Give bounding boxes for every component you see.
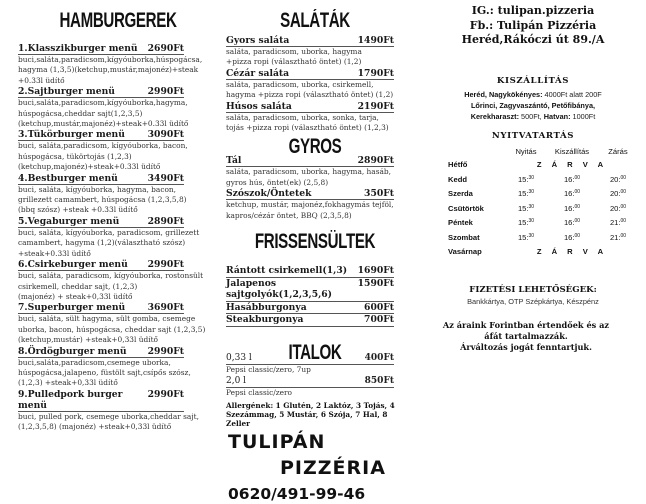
menu-item-price: 3090Ft — [147, 129, 184, 141]
middle-column — [226, 0, 404, 504]
hours-row — [448, 186, 638, 201]
time-minute: 30 — [528, 189, 535, 196]
menu-item-description: buci, pulled pork, csemege uborka,cheddar sajt, — [18, 411, 199, 421]
menu-item-description: grillezett camambert, húspogácsa (1,2,3,5,8) — [18, 195, 187, 205]
close-time — [598, 215, 638, 230]
close-time — [598, 230, 638, 245]
fried-item-name: Rántott csirkemell(1,3) — [226, 265, 348, 277]
closed-label: Z Á R V A — [536, 160, 608, 170]
menu-item-description: +0.33l üdítő — [18, 75, 65, 85]
menu-item-description: saláta, paradicsom, uborka, csirkemell, — [226, 79, 374, 89]
menu-item-description: buci, saláta,paradicsom, kígyóuborka, bacon, — [18, 141, 188, 151]
closed-label: Z Á R V A — [536, 247, 608, 257]
time-minute: 00 — [620, 174, 627, 181]
hours-title: NYITVATARTÁS — [491, 131, 575, 142]
close-time — [598, 186, 638, 201]
fried-item — [226, 278, 394, 302]
menu-item-description: buci, saláta, kígyóuborka, hagyma, bacon, — [18, 184, 177, 194]
menu-item-description: (majonéz) + steak+0,33l üdítő — [18, 291, 133, 301]
menu-item-description: kapros/cézár öntet, BBQ (2,3,5,8) — [226, 210, 352, 220]
menu-item-header — [18, 259, 184, 271]
contact-info — [420, 4, 646, 48]
menu-item-description: (ketchup,majonéz)+steak+0.33l üdítő — [18, 162, 161, 172]
instagram-handle: IG.: tulipan.pizzeria — [471, 4, 595, 17]
menu-item-header — [226, 101, 394, 113]
menu-item-price: 3690Ft — [147, 302, 184, 314]
time-hour: 15: — [517, 232, 529, 242]
menu-item-description: gyros hús, öntet(ek) (2,5,8) — [226, 177, 329, 187]
time-hour: 16: — [563, 203, 575, 213]
delivery-zone-1: Heréd, Nagykökényes: — [464, 89, 543, 99]
menu-item-header — [226, 188, 394, 200]
price-note-line-1: Az áraink Forintban értendőek és az — [442, 319, 610, 330]
menu-item-price: 350Ft — [364, 188, 394, 200]
menu-item — [226, 68, 404, 101]
menu-item-description: csirkemell, cheddar sajt, (1,2,3) — [18, 281, 138, 291]
fried-item — [226, 265, 394, 278]
close-time — [598, 172, 638, 187]
menu-item-description: camambert, hagyma (1,2)(választható szósz) — [18, 238, 186, 248]
time-hour: 21: — [609, 218, 621, 228]
menu-item-header — [18, 302, 184, 314]
menu-item — [18, 86, 218, 129]
hours-row — [448, 215, 638, 230]
menu-item-name: Gyors saláta — [226, 35, 290, 46]
drink-size: 0,33 l — [226, 353, 252, 364]
allergen-info — [226, 401, 404, 428]
fried-item — [226, 302, 394, 315]
address: Heréd,Rákóczi út 89./A — [461, 33, 605, 46]
delivery-price-4: 1000Ft — [570, 112, 596, 122]
menu-item — [18, 346, 218, 389]
menu-item-name: 1.Klasszikburger menü — [18, 43, 138, 54]
menu-item-description: (ketchup,mustár,majonéz)+steak+0.33l üdítő — [18, 119, 189, 129]
menu-item-name: Tál — [226, 155, 242, 167]
time-hour: 20: — [609, 189, 621, 199]
menu-item-description: ketchup, mustár, majonéz,fokhagymás tejföl, — [226, 200, 394, 210]
menu-item-header — [18, 129, 184, 141]
menu-item-description: saláta, paradicsom, uborka, hagyma, hasáb, — [226, 167, 391, 177]
fried-title: FRISSENSÜLTEK — [254, 230, 376, 254]
menu-item-price: 1490Ft — [357, 35, 394, 46]
menu-item — [18, 173, 218, 216]
fried-item-price: 1690Ft — [357, 265, 394, 277]
price-note-line-3: Árváltozás jogát fenntartjuk. — [460, 342, 592, 353]
menu-item — [18, 302, 218, 345]
time-minute: 00 — [620, 203, 627, 210]
salads-title: SALÁTÁK — [280, 9, 350, 32]
menu-item — [226, 188, 404, 221]
hours-row — [448, 157, 638, 172]
gyros-title: GYROS — [288, 135, 342, 159]
menu-item-price: 1790Ft — [357, 67, 394, 79]
menu-item-description: saláta, paradicsom, uborka, hagyma — [226, 47, 362, 56]
day-name: Kedd — [448, 174, 467, 184]
day-name: Szombat — [448, 232, 480, 242]
menu-item-description: saláta, paradicsom, uborka, sonka, tarja, — [226, 112, 379, 122]
menu-item — [226, 101, 404, 134]
fried-item-name: Steakburgonya — [226, 314, 304, 326]
menu-item-price: 2190Ft — [357, 100, 394, 112]
hours-header: Kiszállítás — [554, 146, 590, 156]
fried-item-name: Hasábburgonya — [226, 301, 307, 313]
menu-item-price: 2890Ft — [147, 215, 184, 227]
menu-item-description: buci,saláta,paradicsom,kígyóuborka,húspogácsa, — [18, 55, 203, 64]
time-minute: 00 — [574, 189, 581, 196]
deliv-time — [546, 186, 598, 201]
facebook-page: Fb.: Tulipán Pizzéria — [469, 18, 597, 32]
menu-item-description: +pizza ropi (választható öntet) (1,2) — [226, 57, 362, 67]
hours-header: Nyitás — [515, 146, 537, 156]
menu-item-header — [18, 173, 184, 185]
hours-row — [448, 230, 638, 245]
close-time — [598, 201, 638, 216]
menu-item-name: Húsos saláta — [226, 100, 292, 112]
time-hour: 16: — [563, 232, 575, 242]
open-time — [506, 172, 546, 187]
allergen-line-2: Szezámmag, 5 Mustár, 6 Szója, 7 Hal, 8 Zeller — [226, 409, 388, 428]
menu-item-description: húspogácsa, tükörtojás (1,2,3) — [18, 151, 132, 161]
open-time — [506, 230, 546, 245]
brand-name-tulipan: TULIPÁN — [228, 430, 326, 453]
time-minute: 30 — [528, 203, 535, 210]
opening-hours-table — [448, 145, 638, 259]
drink-description: Pepsi classic/zero — [226, 388, 292, 398]
time-minute: 00 — [620, 218, 627, 225]
deliv-time — [546, 172, 598, 187]
menu-item — [18, 259, 218, 302]
menu-item-price: 2990Ft — [147, 388, 184, 400]
menu-item-description: buci, saláta, kígyóuborka, paradicsom, grillezett — [18, 227, 200, 237]
delivery-zone-4: Hatvan: — [543, 112, 571, 122]
time-hour: 20: — [609, 174, 621, 184]
menu-item — [18, 129, 218, 172]
time-minute: 00 — [574, 218, 581, 225]
drinks-title: ITALOK — [288, 341, 342, 365]
salads-list — [226, 35, 404, 133]
menu-item-name: 7.Superburger menü — [18, 302, 126, 314]
brand-name-pizzeria: PIZZÉRIA — [280, 456, 386, 479]
payment-methods: Bankkártya, OTP Szépkártya, Készpénz — [467, 296, 599, 306]
menu-item-description: buci,saláta,paradicsom,kígyóuborka,hagyma, — [18, 98, 188, 108]
time-minute: 30 — [528, 232, 535, 239]
menu-item-price: 2890Ft — [357, 155, 394, 167]
menu-item-description: hagyma +pizza ropi (választható öntet) (1,2) — [226, 90, 394, 100]
menu-item-name: 4.Bestburger menü — [18, 172, 118, 184]
hamburger-title: HAMBURGEREK — [59, 9, 177, 32]
menu-item-name: 5.Vegaburger menü — [18, 215, 120, 227]
hours-row — [448, 172, 638, 187]
deliv-time — [546, 215, 598, 230]
drink-size: 2,0 l — [226, 376, 247, 387]
drink-price: 400Ft — [364, 353, 394, 364]
deliv-time — [546, 201, 598, 216]
drink-item — [226, 376, 394, 388]
fried-item — [226, 314, 394, 327]
menu-item-name: 8.Ördögburger menü — [18, 345, 127, 357]
day-name: Vasárnap — [448, 247, 482, 257]
hours-header: Zárás — [608, 146, 628, 156]
time-minute: 00 — [574, 232, 581, 239]
drink-description: Pepsi classic/zero, 7up — [226, 365, 311, 375]
day-name: Hétfő — [448, 160, 468, 170]
menu-item-name: 6.Csirkeburger menü — [18, 259, 128, 271]
menu-item-name: Cézár saláta — [226, 67, 290, 79]
time-hour: 16: — [563, 218, 575, 228]
menu-item-description: (1,2,3) +steak+0,33l üdítő — [18, 378, 118, 388]
menu-item-description: uborka, bacon, húspogácsa, cheddar sajt (1,2,3,5) — [18, 324, 206, 334]
menu-item-description: (bbq szósz) +steak +0.33l üdítő — [18, 205, 138, 215]
time-hour: 16: — [563, 189, 575, 199]
fried-item-name: Jalapenos sajtgolyók(1,2,3,5,6) — [226, 277, 333, 301]
menu-item-price: 2990Ft — [147, 345, 184, 357]
menu-item-price: 2990Ft — [147, 86, 184, 98]
fried-list — [226, 265, 404, 327]
menu-item-description: buci, saláta, sült hagyma, sült gomba, csemege — [18, 314, 196, 324]
menu-item-description: húspogácsa,jalapeno, füstölt sajt,csípős szósz, — [18, 367, 191, 377]
hours-row — [448, 244, 638, 259]
menu-item-name: 9.Pulledpork burger menü — [18, 388, 123, 411]
menu-item — [18, 43, 218, 86]
drink-price: 850Ft — [364, 376, 394, 387]
menu-item-header — [18, 43, 184, 55]
delivery-info — [420, 89, 646, 123]
open-time — [506, 186, 546, 201]
time-hour: 20: — [609, 203, 621, 213]
fried-item-price: 700Ft — [364, 314, 394, 326]
menu-item-description: buci,saláta,paradicsom,csemege uborka, — [18, 357, 171, 367]
menu-item-header — [226, 35, 394, 47]
time-hour: 15: — [517, 218, 529, 228]
deliv-time — [546, 230, 598, 245]
delivery-zone-2: Lőrinci, Zagyvaszántó, Petőfibánya, — [470, 100, 596, 110]
fried-item-price: 600Ft — [364, 301, 394, 313]
menu-item-description: hagyma (1,3,5)(ketchup,mustár,majonéz)+steak — [18, 65, 199, 75]
menu-item-price: 2990Ft — [147, 259, 184, 271]
time-hour: 16: — [563, 174, 575, 184]
time-hour: 15: — [517, 174, 529, 184]
time-minute: 30 — [528, 218, 535, 225]
menu-item-header — [18, 86, 184, 98]
delivery-price-1: 4000Ft alatt 200F — [542, 89, 602, 99]
day-name: Péntek — [448, 218, 473, 228]
menu-item-description: húspogácsa,cheddar sajt(1,2,3,5) — [18, 108, 143, 118]
menu-item-header — [18, 346, 184, 358]
gyros-list — [226, 155, 404, 221]
time-minute: 00 — [574, 174, 581, 181]
delivery-title: KISZÁLLÍTÁS — [496, 75, 570, 86]
time-minute: 00 — [620, 189, 627, 196]
phone-number: 0620/491-99-46 — [228, 484, 366, 503]
time-hour: 21: — [609, 232, 621, 242]
menu-item-name: Szószok/Öntetek — [226, 188, 312, 200]
menu-item-name: 3.Tükörburger menü — [18, 129, 125, 141]
time-hour: 15: — [517, 203, 529, 213]
menu-item-header — [18, 389, 184, 412]
menu-item-description: buci, saláta, paradicsom, kígyóuborka, rostonsült — [18, 271, 204, 281]
time-hour: 15: — [517, 189, 529, 199]
hours-header — [448, 145, 506, 157]
time-minute: 00 — [620, 232, 627, 239]
menu-item-header — [18, 216, 184, 228]
open-time — [506, 215, 546, 230]
delivery-zone-3: Kerekharaszt: — [470, 112, 519, 122]
time-minute: 30 — [528, 174, 535, 181]
allergen-line-1: Allergének: 1 Glutén, 2 Laktóz, 3 Tojás, 4 — [226, 400, 395, 410]
menu-item-description: +steak+0.33l üdítő — [18, 248, 91, 258]
fried-item-price: 1590Ft — [357, 277, 394, 289]
price-note-line-2: áfát tartalmazzák. — [484, 331, 568, 342]
payment-title: FIZETÉSI LEHETŐSÉGEK: — [469, 284, 597, 295]
menu-item — [226, 155, 404, 188]
hours-row — [448, 201, 638, 216]
menu-item-price: 2690Ft — [147, 43, 184, 54]
day-name: Csütörtök — [448, 203, 484, 213]
time-minute: 00 — [574, 203, 581, 210]
menu-item-price: 3490Ft — [147, 172, 184, 184]
menu-item — [226, 35, 404, 68]
delivery-price-3: 500Ft, — [519, 112, 544, 122]
hamburger-list — [18, 43, 218, 433]
menu-item-description: (ketchup,mustár) +steak+0,33l üdítő — [18, 335, 158, 345]
price-note — [406, 320, 646, 354]
menu-item — [18, 389, 218, 433]
menu-item-header — [226, 68, 394, 80]
menu-item-description: tojás +pizza ropi (választható öntet) (1,2,3) — [226, 123, 389, 133]
hamburger-section — [18, 0, 218, 433]
menu-item-description: (1,2,3,5,8) (majonéz) +steak+0,33l üdítő — [18, 422, 172, 432]
info-column — [420, 0, 646, 354]
menu-item-name: 2.Sajtburger menü — [18, 86, 115, 98]
day-name: Szerda — [448, 189, 473, 199]
open-time — [506, 201, 546, 216]
menu-item — [18, 216, 218, 259]
